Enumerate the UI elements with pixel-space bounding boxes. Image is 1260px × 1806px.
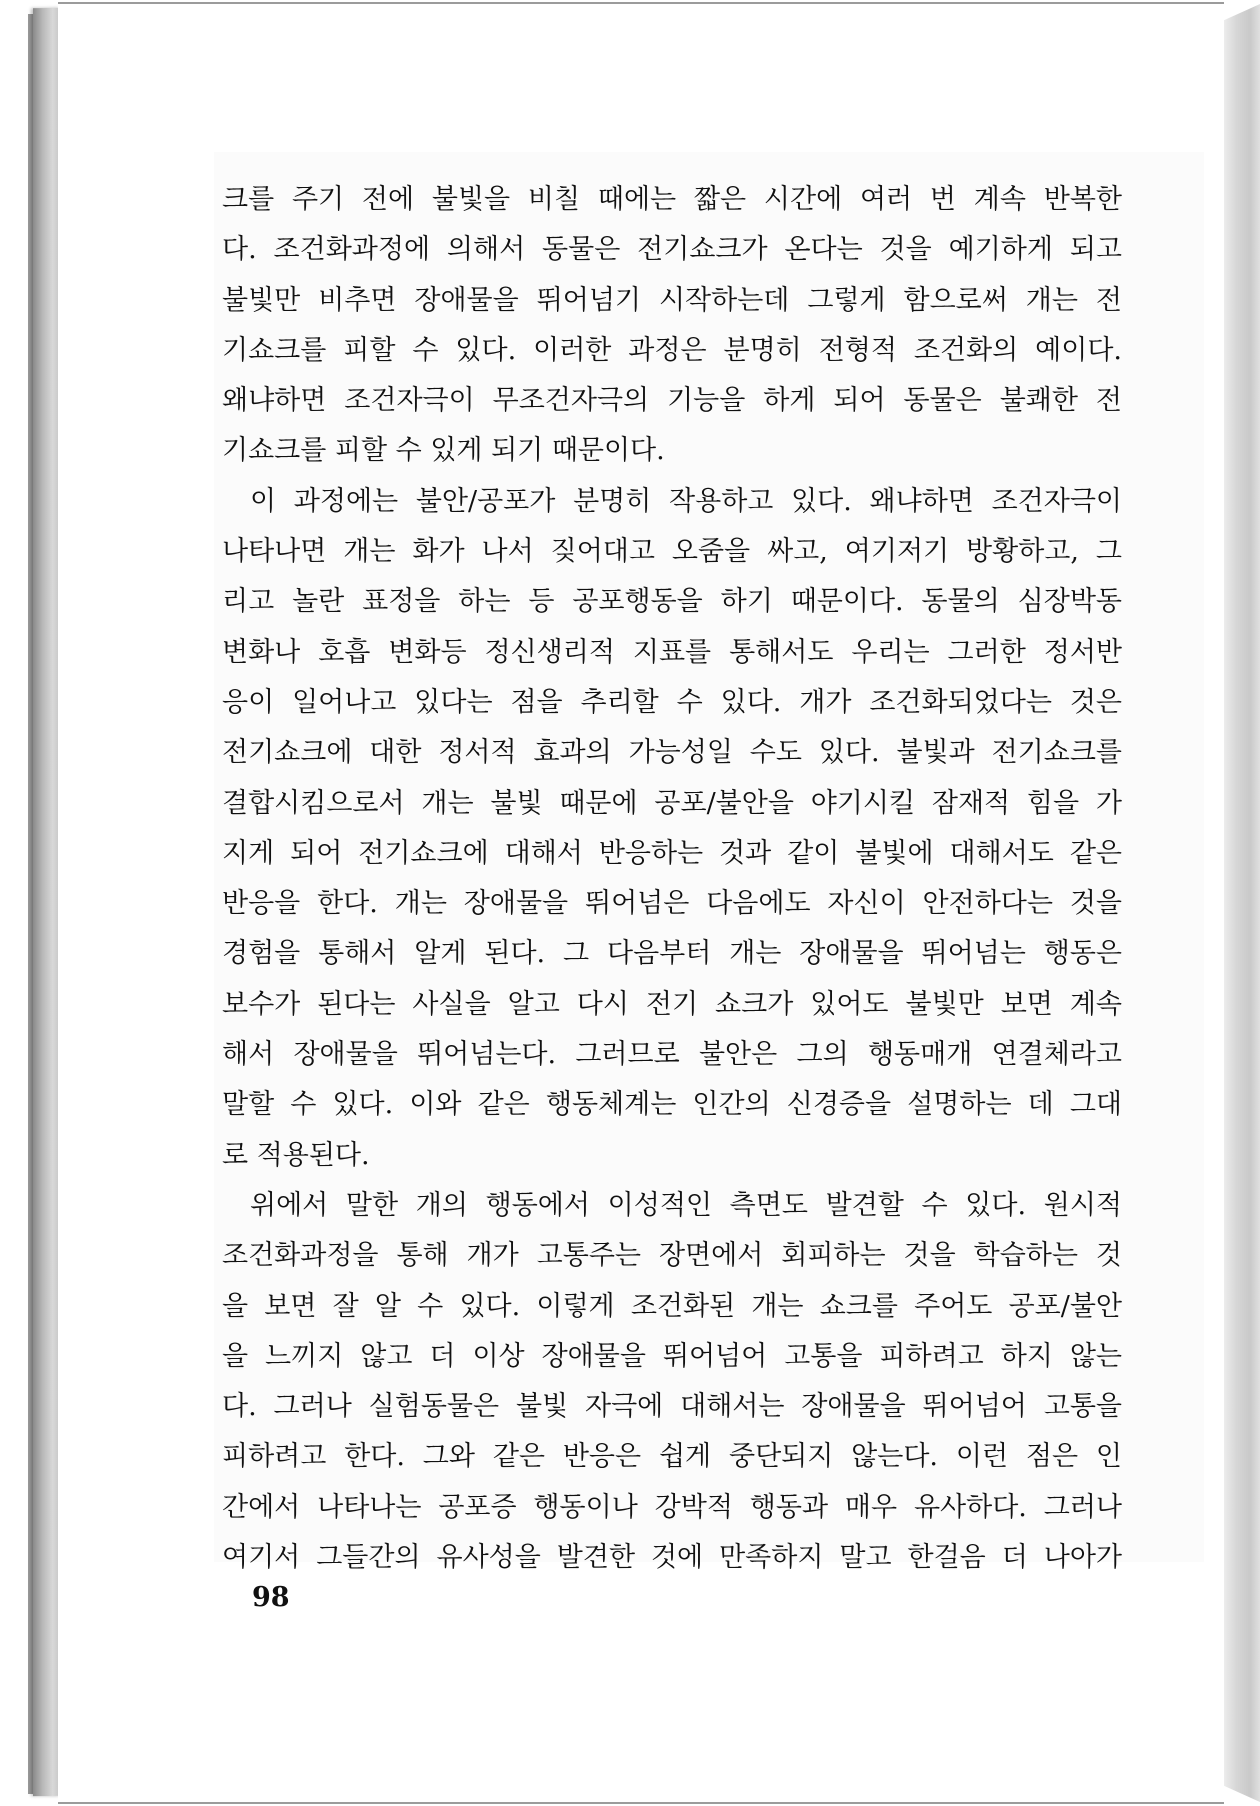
text-line: 응이 일어나고 있다는 점을 추리할 수 있다. 개가 조건화되었다는 것은 <box>222 686 1122 718</box>
text-line: 반응을 한다. 개는 장애물을 뛰어넘은 다음에도 자신이 안전하다는 것을 <box>222 888 1122 920</box>
text-line: 결합시킴으로서 개는 불빛 때문에 공포/불안을 야기시킬 잠재적 힘을 가 <box>222 787 1122 819</box>
text-line: 이 과정에는 불안/공포가 분명히 작용하고 있다. 왜냐하면 조건자극이 <box>250 485 1122 517</box>
text-line: 변화나 호흡 변화등 정신생리적 지표를 통해서도 우리는 그러한 정서반 <box>222 636 1122 668</box>
text-line: 보수가 된다는 사실을 알고 다시 전기 쇼크가 있어도 불빛만 보면 계속 <box>222 988 1122 1020</box>
text-line: 로 적용된다. <box>222 1139 370 1171</box>
text-line: 간에서 나타나는 공포증 행동이나 강박적 행동과 매우 유사하다. 그러나 <box>222 1491 1122 1523</box>
text-line: 을 느끼지 않고 더 이상 장애물을 뛰어넘어 고통을 피하려고 하지 않는 <box>222 1340 1122 1372</box>
text-line: 크를 주기 전에 불빛을 비칠 때에는 짧은 시간에 여러 번 계속 반복한 <box>222 184 1122 215</box>
text-line: 위에서 말한 개의 행동에서 이성적인 측면도 발견할 수 있다. 원시적 <box>250 1189 1122 1221</box>
text-line: 피하려고 한다. 그와 같은 반응은 쉽게 중단되지 않는다. 이런 점은 인 <box>222 1441 1122 1473</box>
text-line: 경험을 통해서 알게 된다. 그 다음부터 개는 장애물을 뛰어넘는 행동은 <box>222 938 1122 970</box>
text-line: 왜냐하면 조건자극이 무조건자극의 기능을 하게 되어 동물은 불쾌한 전 <box>222 385 1122 417</box>
page-number: 98 <box>252 1582 290 1613</box>
text-line: 나타나면 개는 화가 나서 짖어대고 오줌을 싸고, 여기저기 방황하고, 그 <box>222 536 1122 568</box>
text-line: 불빛만 비추면 장애물을 뛰어넘기 시작하는데 그렇게 함으로써 개는 전 <box>222 284 1122 316</box>
text-line: 전기쇼크에 대한 정서적 효과의 가능성일 수도 있다. 불빛과 전기쇼크를 <box>222 737 1122 769</box>
text-line: 다. 그러나 실험동물은 불빛 자극에 대해서는 장애물을 뛰어넘어 고통을 <box>222 1391 1122 1423</box>
text-line: 지게 되어 전기쇼크에 대해서 반응하는 것과 같이 불빛에 대해서도 같은 <box>222 837 1122 869</box>
text-line: 해서 장애물을 뛰어넘는다. 그러므로 불안은 그의 행동매개 연결체라고 <box>222 1039 1122 1071</box>
text-line: 조건화과정을 통해 개가 고통주는 장면에서 회피하는 것을 학습하는 것 <box>222 1240 1122 1272</box>
body-text <box>222 175 1122 1583</box>
text-line: 말할 수 있다. 이와 같은 행동체계는 인간의 신경증을 설명하는 데 그대 <box>222 1089 1122 1121</box>
text-line: 여기서 그들간의 유사성을 발견한 것에 만족하지 말고 한걸음 더 나아가 <box>222 1542 1122 1574</box>
text-line: 을 보면 잘 알 수 있다. 이렇게 조건화된 개는 쇼크를 주어도 공포/불안 <box>222 1290 1122 1322</box>
book-spine <box>33 8 61 1796</box>
text-line: 다. 조건화과정에 의해서 동물은 전기쇼크가 온다는 것을 예기하게 되고 <box>222 234 1122 266</box>
text-line: 리고 놀란 표정을 하는 등 공포행동을 하기 때문이다. 동물의 심장박동 <box>222 586 1122 618</box>
page-stack-edge <box>1220 4 1260 1802</box>
text-line: 기쇼크를 피할 수 있다. 이러한 과정은 분명히 전형적 조건화의 예이다. <box>222 334 1122 366</box>
text-line: 기쇼크를 피할 수 있게 되기 때문이다. <box>222 435 665 467</box>
